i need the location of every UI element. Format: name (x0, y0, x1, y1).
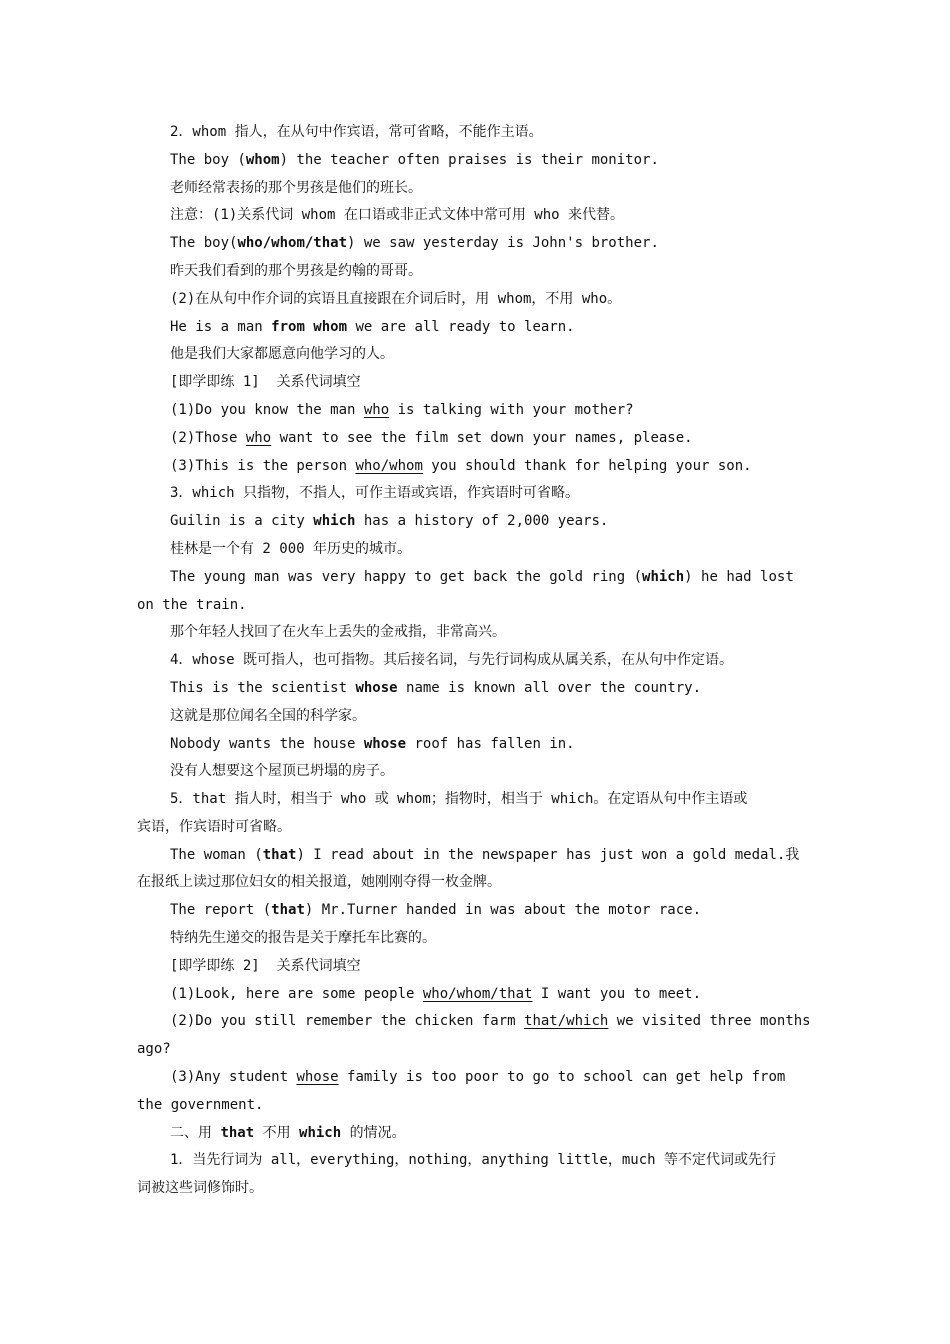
text-line (170, 650, 733, 670)
text-segment: we visited three months (608, 1013, 811, 1029)
text-segment: 桂林是一个有 2 000 年历史的城市。 (170, 541, 412, 557)
text-line (170, 1123, 406, 1143)
text-line (170, 734, 575, 754)
text-segment: want to see the film set down your names, please. (271, 430, 693, 446)
text-segment: 没有人想要这个屋顶已坍塌的房子。 (170, 763, 394, 779)
text-segment: 他是我们大家都愿意向他学习的人。 (170, 346, 394, 362)
text-segment: roof has fallen in. (406, 736, 575, 752)
answer-blank: who (245, 430, 272, 446)
text-segment: 昨天我们看到的那个男孩是约翰的哥哥。 (170, 263, 422, 279)
text-segment: 老师经常表扬的那个男孩是他们的班长。 (170, 180, 422, 196)
text-segment: He is a man (170, 319, 272, 335)
emphasized-text: that (220, 1125, 255, 1141)
text-line (137, 1095, 263, 1115)
text-segment: the government. (137, 1097, 264, 1113)
text-line (170, 511, 608, 531)
text-segment: ago? (137, 1041, 171, 1057)
text-line (170, 539, 411, 559)
emphasized-text: whom (245, 152, 280, 168)
text-line (170, 845, 799, 865)
answer-blank: who (363, 402, 390, 418)
text-segment: (1)Do you know the man (170, 402, 364, 418)
text-segment: ) the teacher often praises is their monitor. (279, 152, 659, 168)
text-segment: (3)Any student (170, 1069, 297, 1085)
text-segment: Nobody wants the house (170, 736, 364, 752)
text-segment: 3．which 只指物，不指人，可作主语或宾语，作宾语时可省略。 (170, 485, 579, 501)
emphasized-text: which (642, 569, 685, 585)
text-segment: Guilin is a city (170, 513, 314, 529)
text-segment: 那个年轻人找回了在火车上丢失的金戒指，非常高兴。 (170, 624, 506, 640)
text-line (170, 956, 361, 976)
text-segment: (2)Those (170, 430, 246, 446)
text-segment: 2．whom 指人，在从句中作宾语，常可省略，不能作主语。 (170, 124, 543, 140)
answer-blank: who/whom (355, 458, 423, 474)
text-line (170, 1150, 776, 1170)
text-line (170, 483, 579, 503)
text-line (170, 567, 794, 587)
text-segment: The report ( (170, 902, 272, 918)
text-segment: family is too poor to go to school can get help from (338, 1069, 786, 1085)
text-line (170, 456, 752, 476)
text-line (137, 595, 247, 615)
text-line (170, 900, 701, 920)
text-segment: ) he had lost (684, 569, 794, 585)
answer-blank: that/which (524, 1013, 609, 1029)
text-line (170, 1011, 811, 1031)
text-line (170, 344, 394, 364)
text-segment: I want you to meet. (532, 986, 702, 1002)
text-line (170, 400, 634, 420)
text-segment: is talking with your mother? (389, 402, 634, 418)
text-segment: (2)在从句中作介词的宾语且直接跟在介词后时，用 whom，不用 who。 (170, 291, 622, 307)
emphasized-text: whose (363, 736, 407, 752)
text-line (170, 622, 506, 642)
text-segment: 这就是那位闻名全国的科学家。 (170, 708, 366, 724)
emphasized-text: whose (355, 680, 398, 696)
answer-blank: whose (296, 1069, 339, 1085)
text-segment: ) I read about in the newspaper has just won a gold medal.我 (296, 847, 800, 863)
text-line (170, 928, 436, 948)
text-segment: 词被这些词修饰时。 (137, 1180, 263, 1196)
emphasized-text: that (271, 902, 305, 918)
text-line (170, 150, 659, 170)
text-segment: 特纳先生递交的报告是关于摩托车比赛的。 (170, 930, 436, 946)
emphasized-text: which (299, 1125, 342, 1141)
text-segment: (1)Look, here are some people (170, 986, 423, 1002)
text-line (170, 261, 422, 281)
emphasized-text: who/whom/that (237, 235, 348, 251)
text-line (170, 289, 621, 309)
text-segment: [即学即练 2] 关系代词填空 (170, 958, 361, 974)
text-line (170, 372, 361, 392)
text-line (170, 761, 394, 781)
text-segment: The young man was very happy to get back the gold ring ( (170, 569, 643, 585)
text-segment: you should thank for helping your son. (422, 458, 752, 474)
text-line (170, 789, 747, 809)
text-line (170, 678, 701, 698)
text-segment: 4．whose 既可指人，也可指物。其后接名词，与先行词构成从属关系，在从句中作定语。 (170, 652, 733, 668)
text-segment: 注意：(1)关系代词 whom 在口语或非正式文体中常可用 who 来代替。 (170, 207, 625, 223)
text-line (170, 178, 422, 198)
text-segment: (3)This is the person (170, 458, 356, 474)
text-line (170, 317, 575, 337)
text-segment: 宾语，作宾语时可省略。 (137, 819, 291, 835)
text-line (170, 233, 659, 253)
text-segment: 1．当先行词为 all，everything，nothing，anything little，much 等不定代词或先行 (170, 1152, 777, 1168)
text-segment: has a history of 2,000 years. (355, 513, 609, 529)
emphasized-text: which (313, 513, 356, 529)
text-line (170, 205, 624, 225)
text-segment: ) Mr.Turner handed in was about the motor race. (304, 902, 702, 918)
text-segment: The boy( (170, 235, 238, 251)
text-segment: name is known all over the country. (397, 680, 702, 696)
text-segment: ) we saw yesterday is John's brother. (347, 235, 659, 251)
text-segment: [即学即练 1] 关系代词填空 (170, 374, 361, 390)
text-line (137, 1178, 263, 1198)
text-segment: (2)Do you still remember the chicken farm (170, 1013, 525, 1029)
text-segment: 5．that 指人时，相当于 who 或 whom；指物时，相当于 which。在定语从句中作主语或 (170, 791, 748, 807)
text-line (170, 122, 543, 142)
text-line (170, 984, 701, 1004)
text-segment: we are all ready to learn. (347, 319, 575, 335)
text-segment: This is the scientist (170, 680, 356, 696)
text-line (170, 706, 366, 726)
text-segment: The boy ( (170, 152, 246, 168)
emphasized-text: from whom (271, 319, 348, 335)
text-line (137, 872, 501, 892)
text-line (137, 1039, 171, 1059)
text-line (170, 1067, 785, 1087)
text-segment: 二、用 (170, 1125, 221, 1141)
emphasized-text: that (262, 847, 297, 863)
answer-blank: who/whom/that (422, 986, 533, 1002)
text-segment: The woman ( (170, 847, 263, 863)
text-segment: 在报纸上读过那位妇女的相关报道，她刚刚夺得一枚金牌。 (137, 874, 501, 890)
text-segment: on the train. (137, 597, 247, 613)
text-line (137, 817, 291, 837)
text-line (170, 428, 693, 448)
text-segment: 不用 (254, 1125, 300, 1141)
text-segment: 的情况。 (341, 1125, 406, 1141)
